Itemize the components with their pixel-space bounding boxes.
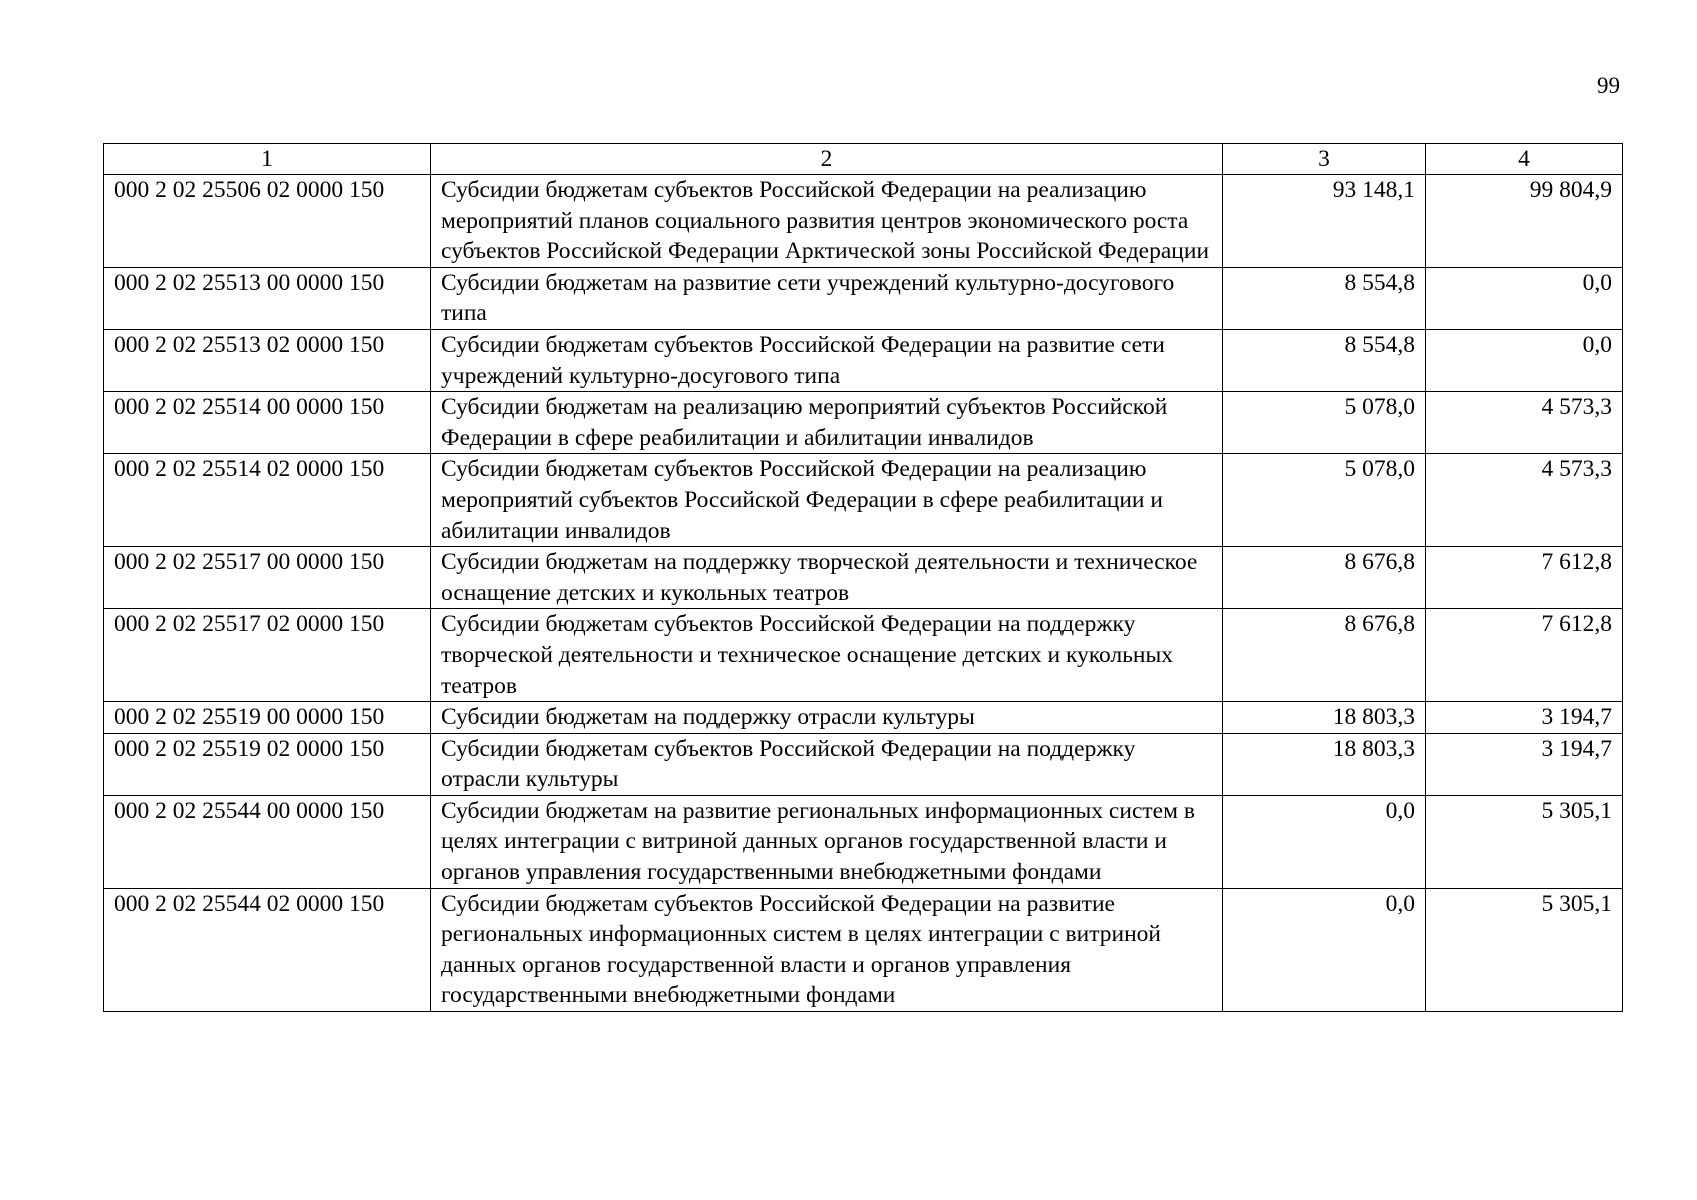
amount-col4: 5 305,1 (1426, 888, 1623, 1011)
amount-col3: 0,0 (1223, 888, 1426, 1011)
budget-description: Субсидии бюджетам на поддержку творческой деятельности и техническое оснащение детских и кукольных театров (431, 547, 1223, 609)
table-row (104, 733, 1623, 795)
budget-code: 000 2 02 25519 00 0000 150 (104, 702, 431, 734)
amount-col3: 8 676,8 (1223, 547, 1426, 609)
table-row (104, 454, 1623, 547)
budget-code: 000 2 02 25506 02 0000 150 (104, 175, 431, 268)
column-header-1: 1 (104, 144, 431, 175)
column-header-2: 2 (431, 144, 1223, 175)
budget-code: 000 2 02 25544 00 0000 150 (104, 795, 431, 888)
amount-col4: 99 804,9 (1426, 175, 1623, 268)
budget-description: Субсидии бюджетам субъектов Российской Федерации на реализацию мероприятий планов социального развития центров экономического роста субъектов Российской Федерации Арктической зоны Российской Федерации (431, 175, 1223, 268)
budget-code: 000 2 02 25517 02 0000 150 (104, 609, 431, 702)
table-row (104, 702, 1623, 734)
budget-description: Субсидии бюджетам субъектов Российской Федерации на развитие сети учреждений культурно-досугового типа (431, 329, 1223, 391)
table-row (104, 888, 1623, 1011)
amount-col4: 7 612,8 (1426, 609, 1623, 702)
amount-col3: 18 803,3 (1223, 702, 1426, 734)
budget-code: 000 2 02 25513 00 0000 150 (104, 267, 431, 329)
table-body (104, 175, 1623, 1012)
amount-col3: 8 554,8 (1223, 267, 1426, 329)
budget-description: Субсидии бюджетам на развитие сети учреждений культурно-досугового типа (431, 267, 1223, 329)
amount-col3: 5 078,0 (1223, 392, 1426, 454)
amount-col3: 0,0 (1223, 795, 1426, 888)
budget-code: 000 2 02 25544 02 0000 150 (104, 888, 431, 1011)
amount-col3: 8 676,8 (1223, 609, 1426, 702)
amount-col4: 4 573,3 (1426, 454, 1623, 547)
budget-description: Субсидии бюджетам субъектов Российской Федерации на реализацию мероприятий субъектов Российской Федерации в сфере реабилитации и абилитации инвалидов (431, 454, 1223, 547)
amount-col4: 3 194,7 (1426, 702, 1623, 734)
budget-description: Субсидии бюджетам субъектов Российской Федерации на развитие региональных информационных систем в целях интеграции с витриной данных органов государственной власти и органов управления государственными внебюджетными фондами (431, 888, 1223, 1011)
amount-col4: 0,0 (1426, 329, 1623, 391)
table-row (104, 609, 1623, 702)
amount-col3: 18 803,3 (1223, 733, 1426, 795)
page-number: 99 (1597, 73, 1620, 98)
table-row (104, 175, 1623, 268)
amount-col4: 4 573,3 (1426, 392, 1623, 454)
column-header-3: 3 (1223, 144, 1426, 175)
amount-col3: 8 554,8 (1223, 329, 1426, 391)
budget-code: 000 2 02 25513 02 0000 150 (104, 329, 431, 391)
budget-description: Субсидии бюджетам субъектов Российской Федерации на поддержку отрасли культуры (431, 733, 1223, 795)
budget-code: 000 2 02 25519 02 0000 150 (104, 733, 431, 795)
budget-description: Субсидии бюджетам на развитие региональных информационных систем в целях интеграции с витриной данных органов государственной власти и органов управления государственными внебюджетными фондами (431, 795, 1223, 888)
budget-code: 000 2 02 25517 00 0000 150 (104, 547, 431, 609)
amount-col4: 5 305,1 (1426, 795, 1623, 888)
header-row (104, 144, 1623, 175)
amount-col4: 0,0 (1426, 267, 1623, 329)
table-row (104, 392, 1623, 454)
budget-table (103, 143, 1623, 1012)
budget-description: Субсидии бюджетам на поддержку отрасли культуры (431, 702, 1223, 734)
amount-col3: 5 078,0 (1223, 454, 1426, 547)
table-row (104, 329, 1623, 391)
table-row (104, 547, 1623, 609)
table-row (104, 267, 1623, 329)
budget-description: Субсидии бюджетам субъектов Российской Федерации на поддержку творческой деятельности и техническое оснащение детских и кукольных театров (431, 609, 1223, 702)
amount-col4: 3 194,7 (1426, 733, 1623, 795)
budget-description: Субсидии бюджетам на реализацию мероприятий субъектов Российской Федерации в сфере реабилитации и абилитации инвалидов (431, 392, 1223, 454)
column-header-4: 4 (1426, 144, 1623, 175)
budget-code: 000 2 02 25514 02 0000 150 (104, 454, 431, 547)
amount-col4: 7 612,8 (1426, 547, 1623, 609)
table-header (104, 144, 1623, 175)
amount-col3: 93 148,1 (1223, 175, 1426, 268)
budget-code: 000 2 02 25514 00 0000 150 (104, 392, 431, 454)
table-row (104, 795, 1623, 888)
